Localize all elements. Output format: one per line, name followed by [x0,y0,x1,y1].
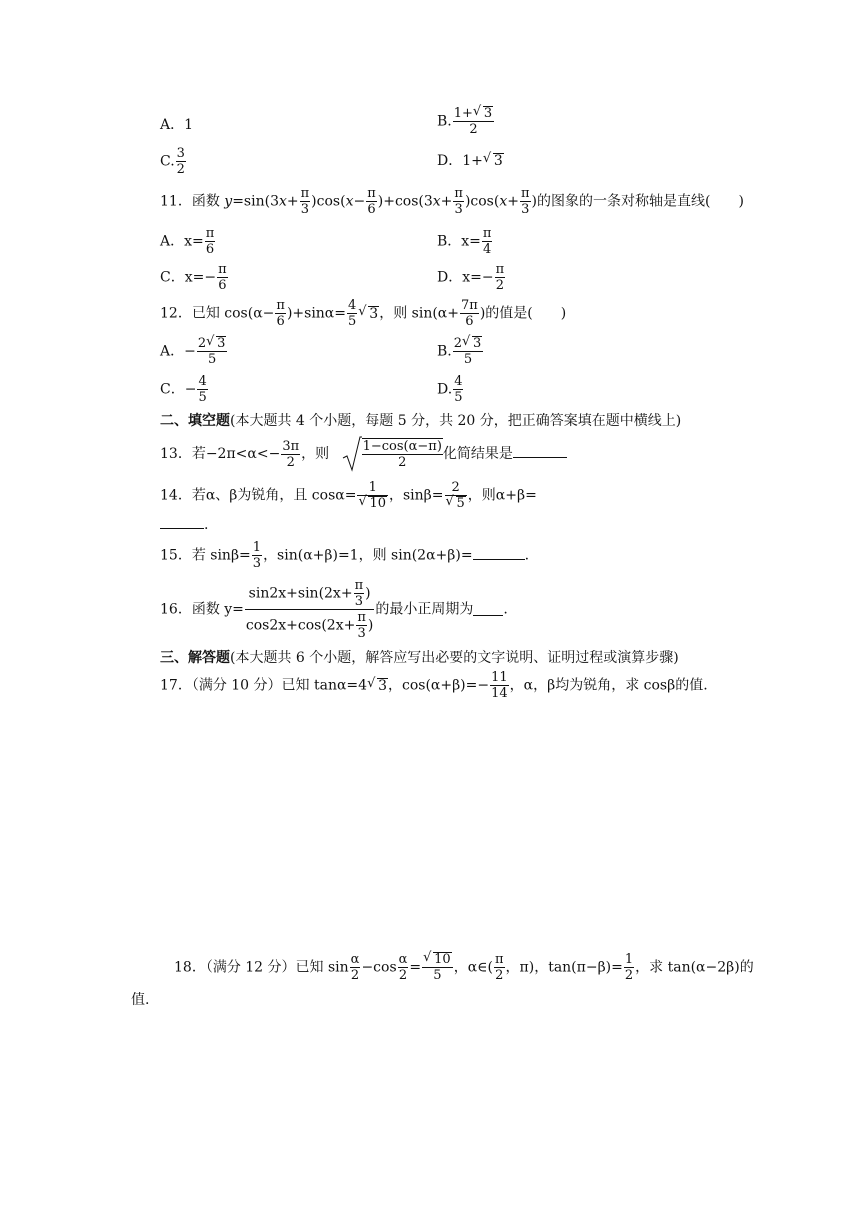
section-2-heading: 二、填空题(本大题共 4 个小题，每题 5 分，共 20 分，把正确答案填在题中横线上) [160,413,682,429]
q14: 14．若α、β为锐角，且 cosα= 1 √ 10 ，sinβ= 2 √ 5 ，则α+β= [160,480,537,511]
q15: 15．若 sinβ= $\frac{1}{3}$ ，sin(α+β)=1，则 sin(2α+β)= . [160,540,530,571]
q18: 18．（满分 12 分）已知 sin $\frac{\alpha}{2}$ −cos $\frac{\alpha}{2}$ = √ $\frac{10}{5}$ ，α∈( $\frac{\pi}{2}$ ，π)，tan(π−β)= $\frac{1}{2}$ ，求 tan(α−2β)的 [174,952,754,983]
q10-option-a: A．1 [160,117,194,133]
q12-option-b: B. $\frac{2√ 3}{5}$ [437,336,484,367]
section-3-heading: 三、解答题(本大题共 6 个小题，解答应写出必要的文字说明、证明过程或演算步骤) [160,650,679,666]
q16: 16．函数 y= sin2x+sin(2x+ $\frac{\pi}{3}$ ) cos2x+cos(2x+ $\frac{\pi}{3}$ ) 的最小正周期为 . [160,578,508,641]
q14-answer-line: . [160,516,208,533]
q11-option-a: A．x= $\frac{\pi}{6}$ [160,226,215,257]
q11-option-c: C．x=− $\frac{\pi}{6}$ [160,262,227,293]
q16-answer-blank[interactable] [473,603,503,616]
q17: 17．（满分 10 分）已知 tanα=4√ 3，cos(α+β)=− $\frac{11}{14}$ ，α，β均为锐角，求 cosβ的值. [160,670,708,701]
q11-option-d: D．x=− $\frac{\pi}{2}$ [437,262,505,293]
q13: 13．若−2π<α<− $\frac{3\pi}{2}$ ，则 $\frac{1-\cos(\alpha-\pi)}{2}$ 化简结果是 [160,438,567,470]
q10-option-d: D．1+√ 3 [437,153,504,169]
q15-answer-blank[interactable] [473,547,525,560]
q12-option-a: A．− $\frac{2√ 3}{5}$ [160,336,228,367]
q18-line-2: 值. [131,992,150,1008]
q11-option-b: B．x= $\frac{\pi}{4}$ [437,226,492,257]
q13-answer-blank[interactable] [513,445,567,458]
q10-option-c: C. $\frac{3}{2}$ [160,146,185,177]
q10-option-b: B. $\frac{1+√ 3}{2}$ [437,106,495,137]
q14-answer-blank[interactable] [160,516,204,529]
q12-option-d: D. $\frac{4}{5}$ [437,374,463,405]
q12-option-c: C．− $\frac{4}{5}$ [160,374,207,405]
q11-stem: 11．函数 y=sin(3x+ $\frac{\pi}{3}$ )cos(x− $\frac{\pi}{6}$ )+cos(3x+ $\frac{\pi}{3}$ )cos(x+ $\frac{\pi}{3}$ )的图象的一条对称轴是直线( ) [160,186,744,217]
q12-stem: 12．已知 cos(α− $\frac{\pi}{6}$ )+sinα= $\frac{4}{5}$ √ 3，则 sin(α+ $\frac{7\pi}{6}$ )的值是( ) [160,298,566,329]
